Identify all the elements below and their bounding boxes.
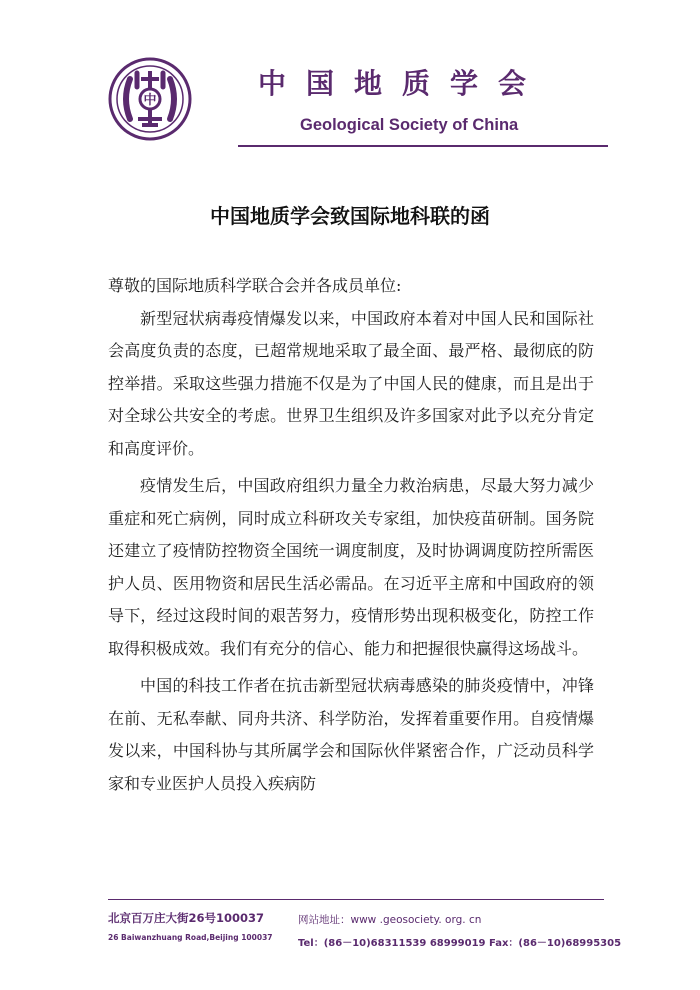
- logo-center-glyph: 中: [143, 93, 157, 108]
- gsc-emblem-icon: [108, 57, 192, 141]
- address-cn: 北京百万庄大街26号100037: [108, 911, 265, 925]
- footer-divider: [108, 899, 604, 900]
- org-name-en: Geological Society of China: [300, 116, 519, 134]
- website-link[interactable]: 网站地址：www .geosociety. org. cn: [298, 914, 482, 926]
- letter-body: [108, 270, 594, 805]
- paragraph-3: 中国的科技工作者在抗击新型冠状病毒感染的肺炎疫情中，冲锋在前、无私奉献、同舟共济、科学防治，发挥着重要作用。自疫情爆发以来，中国科协与其所属学会和国际伙伴紧密合作，广泛动员科学家和专业医护人员投入疾病防: [108, 676, 594, 793]
- salutation: 尊敬的国际地质科学联合会并各成员单位:: [108, 276, 402, 295]
- document-title: 中国地质学会致国际地科联的函: [210, 204, 490, 228]
- org-name-cn: 中国地质学会: [258, 67, 547, 100]
- address-en: 26 Baiwanzhuang Road,Beijing 100037: [108, 933, 273, 942]
- paragraph-2: 疫情发生后，中国政府组织力量全力救治病患，尽最大努力减少重症和死亡病例，同时成立科研攻关专家组，加快疫苗研制。国务院还建立了疫情防控物资全国统一调度制度，及时协调调度防控所需医护人员、医用物资和居民生活必需品。在习近平主席和中国政府的领导下，经过这段时间的艰苦努力，疫情形势出现积极变化，防控工作取得积极成效。我们有充分的信心、能力和把握很快赢得这场战斗。: [108, 476, 594, 658]
- contact-numbers: Tel：(86－10)68311539 68999019 Fax：(86－10)68995305: [298, 938, 622, 949]
- paragraph-1: 新型冠状病毒疫情爆发以来，中国政府本着对中国人民和国际社会高度负责的态度，已超常规地采取了最全面、最严格、最彻底的防控举措。采取这些强力措施不仅是为了中国人民的健康，而且是出于对全球公共安全的考虑。世界卫生组织及许多国家对此予以充分肯定和高度评价。: [108, 308, 594, 458]
- header-divider: [238, 145, 608, 147]
- org-logo: [108, 57, 192, 141]
